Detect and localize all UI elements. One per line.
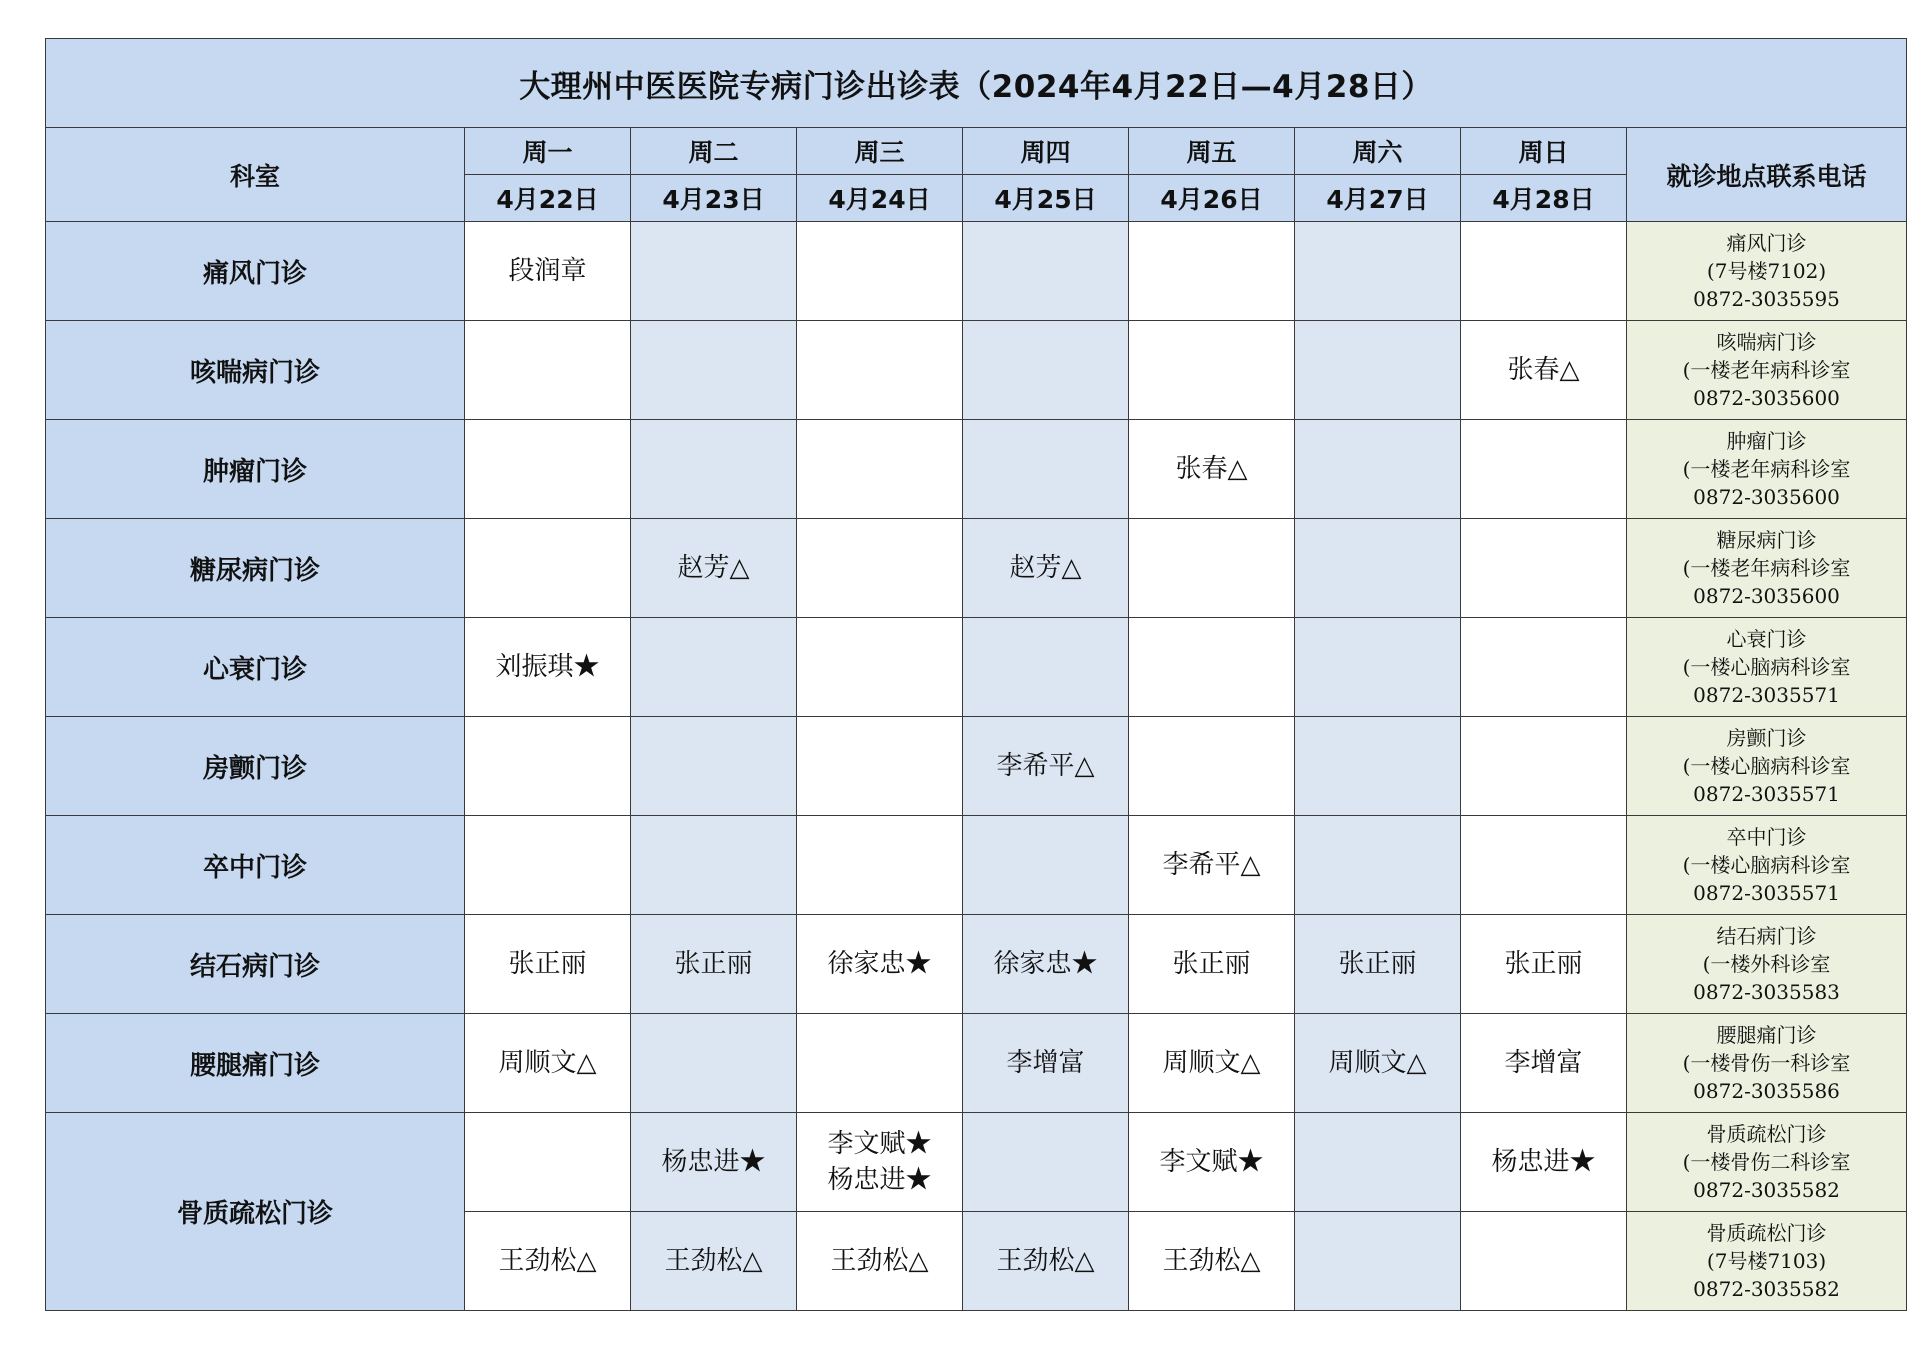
phone-number: 0872-3035582 <box>1693 1178 1840 1202</box>
table-row <box>46 222 1907 321</box>
schedule-cell <box>1295 321 1461 420</box>
header-date: 4月28日 <box>1461 175 1627 222</box>
location-line: (一楼老年病科诊室 <box>1682 556 1851 580</box>
schedule-cell <box>963 1113 1129 1212</box>
location-line: 咳喘病门诊 <box>1716 330 1817 354</box>
table-row <box>46 420 1907 519</box>
location-line: 结石病门诊 <box>1716 924 1817 948</box>
schedule-cell <box>797 717 963 816</box>
location-line: (一楼心脑病科诊室 <box>1682 655 1851 679</box>
schedule-cell <box>1295 1212 1461 1311</box>
schedule-cell <box>1129 717 1295 816</box>
phone-number: 0872-3035571 <box>1693 683 1840 707</box>
schedule-cell <box>465 915 631 1014</box>
table-row <box>46 321 1907 420</box>
schedule-cell <box>631 1113 797 1212</box>
schedule-cell <box>631 915 797 1014</box>
schedule-cell <box>797 519 963 618</box>
schedule-cell <box>631 519 797 618</box>
dept-cell: 腰腿痛门诊 <box>46 1014 465 1113</box>
location-cell <box>1627 222 1907 321</box>
schedule-cell <box>1461 420 1627 519</box>
schedule-cell <box>963 321 1129 420</box>
schedule-cell <box>1129 1212 1295 1311</box>
doctor-name: 周顺文△ <box>1162 1048 1261 1078</box>
header-day: 周一 <box>465 128 631 175</box>
schedule-cell <box>1295 717 1461 816</box>
phone-number: 0872-3035600 <box>1693 386 1840 410</box>
schedule-cell <box>465 1113 631 1212</box>
doctor-name: 王劲松△ <box>1162 1246 1261 1276</box>
doctor-name: 赵芳△ <box>677 553 750 583</box>
location-line: 心衰门诊 <box>1726 627 1807 651</box>
schedule-cell <box>1461 321 1627 420</box>
schedule-cell <box>1295 1113 1461 1212</box>
location-line: 房颤门诊 <box>1726 726 1807 750</box>
location-line: (一楼心脑病科诊室 <box>1682 853 1851 877</box>
table-row <box>46 618 1907 717</box>
doctor-name: 张春△ <box>1175 454 1248 484</box>
schedule-cell <box>1295 222 1461 321</box>
phone-number: 0872-3035571 <box>1693 881 1840 905</box>
schedule-cell <box>797 915 963 1014</box>
phone-number: 0872-3035586 <box>1693 1079 1840 1103</box>
schedule-cell <box>465 222 631 321</box>
dept-cell: 心衰门诊 <box>46 618 465 717</box>
schedule-cell <box>963 816 1129 915</box>
location-line: (7号楼7102) <box>1706 259 1827 283</box>
schedule-cell <box>1461 717 1627 816</box>
dept-cell: 肿瘤门诊 <box>46 420 465 519</box>
schedule-sheet <box>45 38 1906 1311</box>
schedule-cell <box>1461 222 1627 321</box>
location-cell <box>1627 915 1907 1014</box>
doctor-name: 刘振琪★ <box>495 652 600 682</box>
doctor-name: 张正丽 <box>674 949 753 979</box>
schedule-cell <box>1461 519 1627 618</box>
schedule-cell <box>1461 816 1627 915</box>
header-date: 4月22日 <box>465 175 631 222</box>
schedule-cell <box>963 717 1129 816</box>
schedule-cell <box>797 1113 963 1212</box>
location-cell <box>1627 1113 1907 1212</box>
location-line: (一楼外科诊室 <box>1702 952 1831 976</box>
header-day: 周六 <box>1295 128 1461 175</box>
schedule-table <box>45 38 1907 1311</box>
location-cell <box>1627 519 1907 618</box>
header-date: 4月25日 <box>963 175 1129 222</box>
schedule-cell <box>465 1014 631 1113</box>
schedule-cell <box>1129 618 1295 717</box>
doctor-name: 赵芳△ <box>1009 553 1082 583</box>
schedule-cell <box>1129 420 1295 519</box>
location-line: 痛风门诊 <box>1726 231 1807 255</box>
schedule-cell <box>1129 519 1295 618</box>
table-title: 大理州中医医院专病门诊出诊表（2024年4月22日—4月28日） <box>46 39 1907 128</box>
doctor-name: 王劲松△ <box>664 1246 763 1276</box>
schedule-cell <box>1295 816 1461 915</box>
location-cell <box>1627 618 1907 717</box>
doctor-name: 杨忠进★ <box>1491 1147 1596 1177</box>
schedule-cell <box>963 519 1129 618</box>
schedule-cell <box>465 816 631 915</box>
schedule-cell <box>797 1212 963 1311</box>
phone-number: 0872-3035600 <box>1693 584 1840 608</box>
schedule-cell <box>797 321 963 420</box>
phone-number: 0872-3035583 <box>1693 980 1840 1004</box>
dept-cell: 痛风门诊 <box>46 222 465 321</box>
phone-number: 0872-3035582 <box>1693 1277 1840 1301</box>
schedule-cell <box>797 420 963 519</box>
table-row <box>46 1014 1907 1113</box>
doctor-name: 李增富 <box>1504 1048 1583 1078</box>
table-row <box>46 519 1907 618</box>
schedule-cell <box>963 1014 1129 1113</box>
phone-number: 0872-3035571 <box>1693 782 1840 806</box>
doctor-name: 李文赋★ <box>1159 1147 1264 1177</box>
dept-cell: 糖尿病门诊 <box>46 519 465 618</box>
schedule-cell <box>631 1014 797 1113</box>
doctor-name: 王劲松△ <box>996 1246 1095 1276</box>
schedule-cell <box>1295 915 1461 1014</box>
doctor-name: 张春△ <box>1507 355 1580 385</box>
location-line: 卒中门诊 <box>1726 825 1807 849</box>
doctor-name: 王劲松△ <box>830 1246 929 1276</box>
location-cell <box>1627 1014 1907 1113</box>
schedule-cell <box>963 1212 1129 1311</box>
location-cell <box>1627 717 1907 816</box>
doctor-name: 李文赋★ <box>827 1129 932 1159</box>
schedule-cell <box>1129 321 1295 420</box>
schedule-cell <box>465 1212 631 1311</box>
schedule-cell <box>465 420 631 519</box>
schedule-cell <box>631 717 797 816</box>
doctor-name: 徐家忠★ <box>827 949 932 979</box>
header-date: 4月27日 <box>1295 175 1461 222</box>
schedule-cell <box>1295 420 1461 519</box>
location-line: 腰腿痛门诊 <box>1716 1023 1817 1047</box>
doctor-name: 徐家忠★ <box>993 949 1098 979</box>
location-line: 糖尿病门诊 <box>1716 528 1817 552</box>
phone-number: 0872-3035600 <box>1693 485 1840 509</box>
schedule-cell <box>1129 915 1295 1014</box>
table-row <box>46 915 1907 1014</box>
schedule-cell <box>465 717 631 816</box>
schedule-cell <box>465 321 631 420</box>
doctor-name: 张正丽 <box>508 949 587 979</box>
location-line: 骨质疏松门诊 <box>1706 1221 1827 1245</box>
doctor-name: 李增富 <box>1006 1048 1085 1078</box>
dept-cell: 房颤门诊 <box>46 717 465 816</box>
schedule-cell <box>1295 1014 1461 1113</box>
schedule-cell <box>1461 1212 1627 1311</box>
header-day: 周三 <box>797 128 963 175</box>
phone-number: 0872-3035595 <box>1693 287 1840 311</box>
header-date: 4月26日 <box>1129 175 1295 222</box>
header-day: 周二 <box>631 128 797 175</box>
schedule-cell <box>631 321 797 420</box>
doctor-name: 李希平△ <box>1162 850 1261 880</box>
schedule-cell <box>963 222 1129 321</box>
dept-cell: 卒中门诊 <box>46 816 465 915</box>
doctor-name: 杨忠进★ <box>661 1147 766 1177</box>
location-cell <box>1627 321 1907 420</box>
location-line: (一楼老年病科诊室 <box>1682 457 1851 481</box>
schedule-cell <box>1461 1014 1627 1113</box>
header-date: 4月24日 <box>797 175 963 222</box>
dept-cell: 结石病门诊 <box>46 915 465 1014</box>
header-location: 就诊地点联系电话 <box>1627 128 1907 222</box>
schedule-cell <box>465 519 631 618</box>
header-day: 周四 <box>963 128 1129 175</box>
location-cell <box>1627 420 1907 519</box>
doctor-name: 杨忠进★ <box>827 1165 932 1195</box>
schedule-cell <box>1461 618 1627 717</box>
table-row <box>46 1113 1907 1212</box>
doctor-name: 李希平△ <box>996 751 1095 781</box>
doctor-name: 张正丽 <box>1504 949 1583 979</box>
dept-cell: 骨质疏松门诊 <box>46 1113 465 1311</box>
schedule-cell <box>631 222 797 321</box>
location-line: (一楼心脑病科诊室 <box>1682 754 1851 778</box>
doctor-name: 周顺文△ <box>1328 1048 1427 1078</box>
location-line: (一楼骨伤一科诊室 <box>1682 1051 1851 1075</box>
doctor-name: 周顺文△ <box>498 1048 597 1078</box>
doctor-name: 王劲松△ <box>498 1246 597 1276</box>
schedule-cell <box>1295 519 1461 618</box>
schedule-cell <box>1129 816 1295 915</box>
schedule-cell <box>631 1212 797 1311</box>
location-line: 骨质疏松门诊 <box>1706 1122 1827 1146</box>
schedule-cell <box>465 618 631 717</box>
schedule-cell <box>1461 915 1627 1014</box>
header-day: 周五 <box>1129 128 1295 175</box>
location-line: (一楼老年病科诊室 <box>1682 358 1851 382</box>
table-row <box>46 717 1907 816</box>
schedule-cell <box>1295 618 1461 717</box>
schedule-cell <box>631 618 797 717</box>
schedule-cell <box>797 618 963 717</box>
schedule-cell <box>1129 1113 1295 1212</box>
doctor-name: 张正丽 <box>1338 949 1417 979</box>
header-date: 4月23日 <box>631 175 797 222</box>
location-cell <box>1627 816 1907 915</box>
schedule-cell <box>631 420 797 519</box>
table-row <box>46 816 1907 915</box>
location-line: (7号楼7103) <box>1706 1249 1827 1273</box>
location-cell <box>1627 1212 1907 1311</box>
schedule-cell <box>797 222 963 321</box>
header-day: 周日 <box>1461 128 1627 175</box>
schedule-cell <box>1129 1014 1295 1113</box>
schedule-cell <box>797 1014 963 1113</box>
location-line: (一楼骨伤二科诊室 <box>1682 1150 1851 1174</box>
schedule-cell <box>1461 1113 1627 1212</box>
location-line: 肿瘤门诊 <box>1726 429 1807 453</box>
schedule-cell <box>631 816 797 915</box>
schedule-cell <box>963 420 1129 519</box>
schedule-cell <box>1129 222 1295 321</box>
schedule-cell <box>963 915 1129 1014</box>
schedule-cell <box>797 816 963 915</box>
schedule-cell <box>963 618 1129 717</box>
dept-cell: 咳喘病门诊 <box>46 321 465 420</box>
doctor-name: 张正丽 <box>1172 949 1251 979</box>
header-dept: 科室 <box>46 128 465 222</box>
doctor-name: 段润章 <box>508 256 587 286</box>
